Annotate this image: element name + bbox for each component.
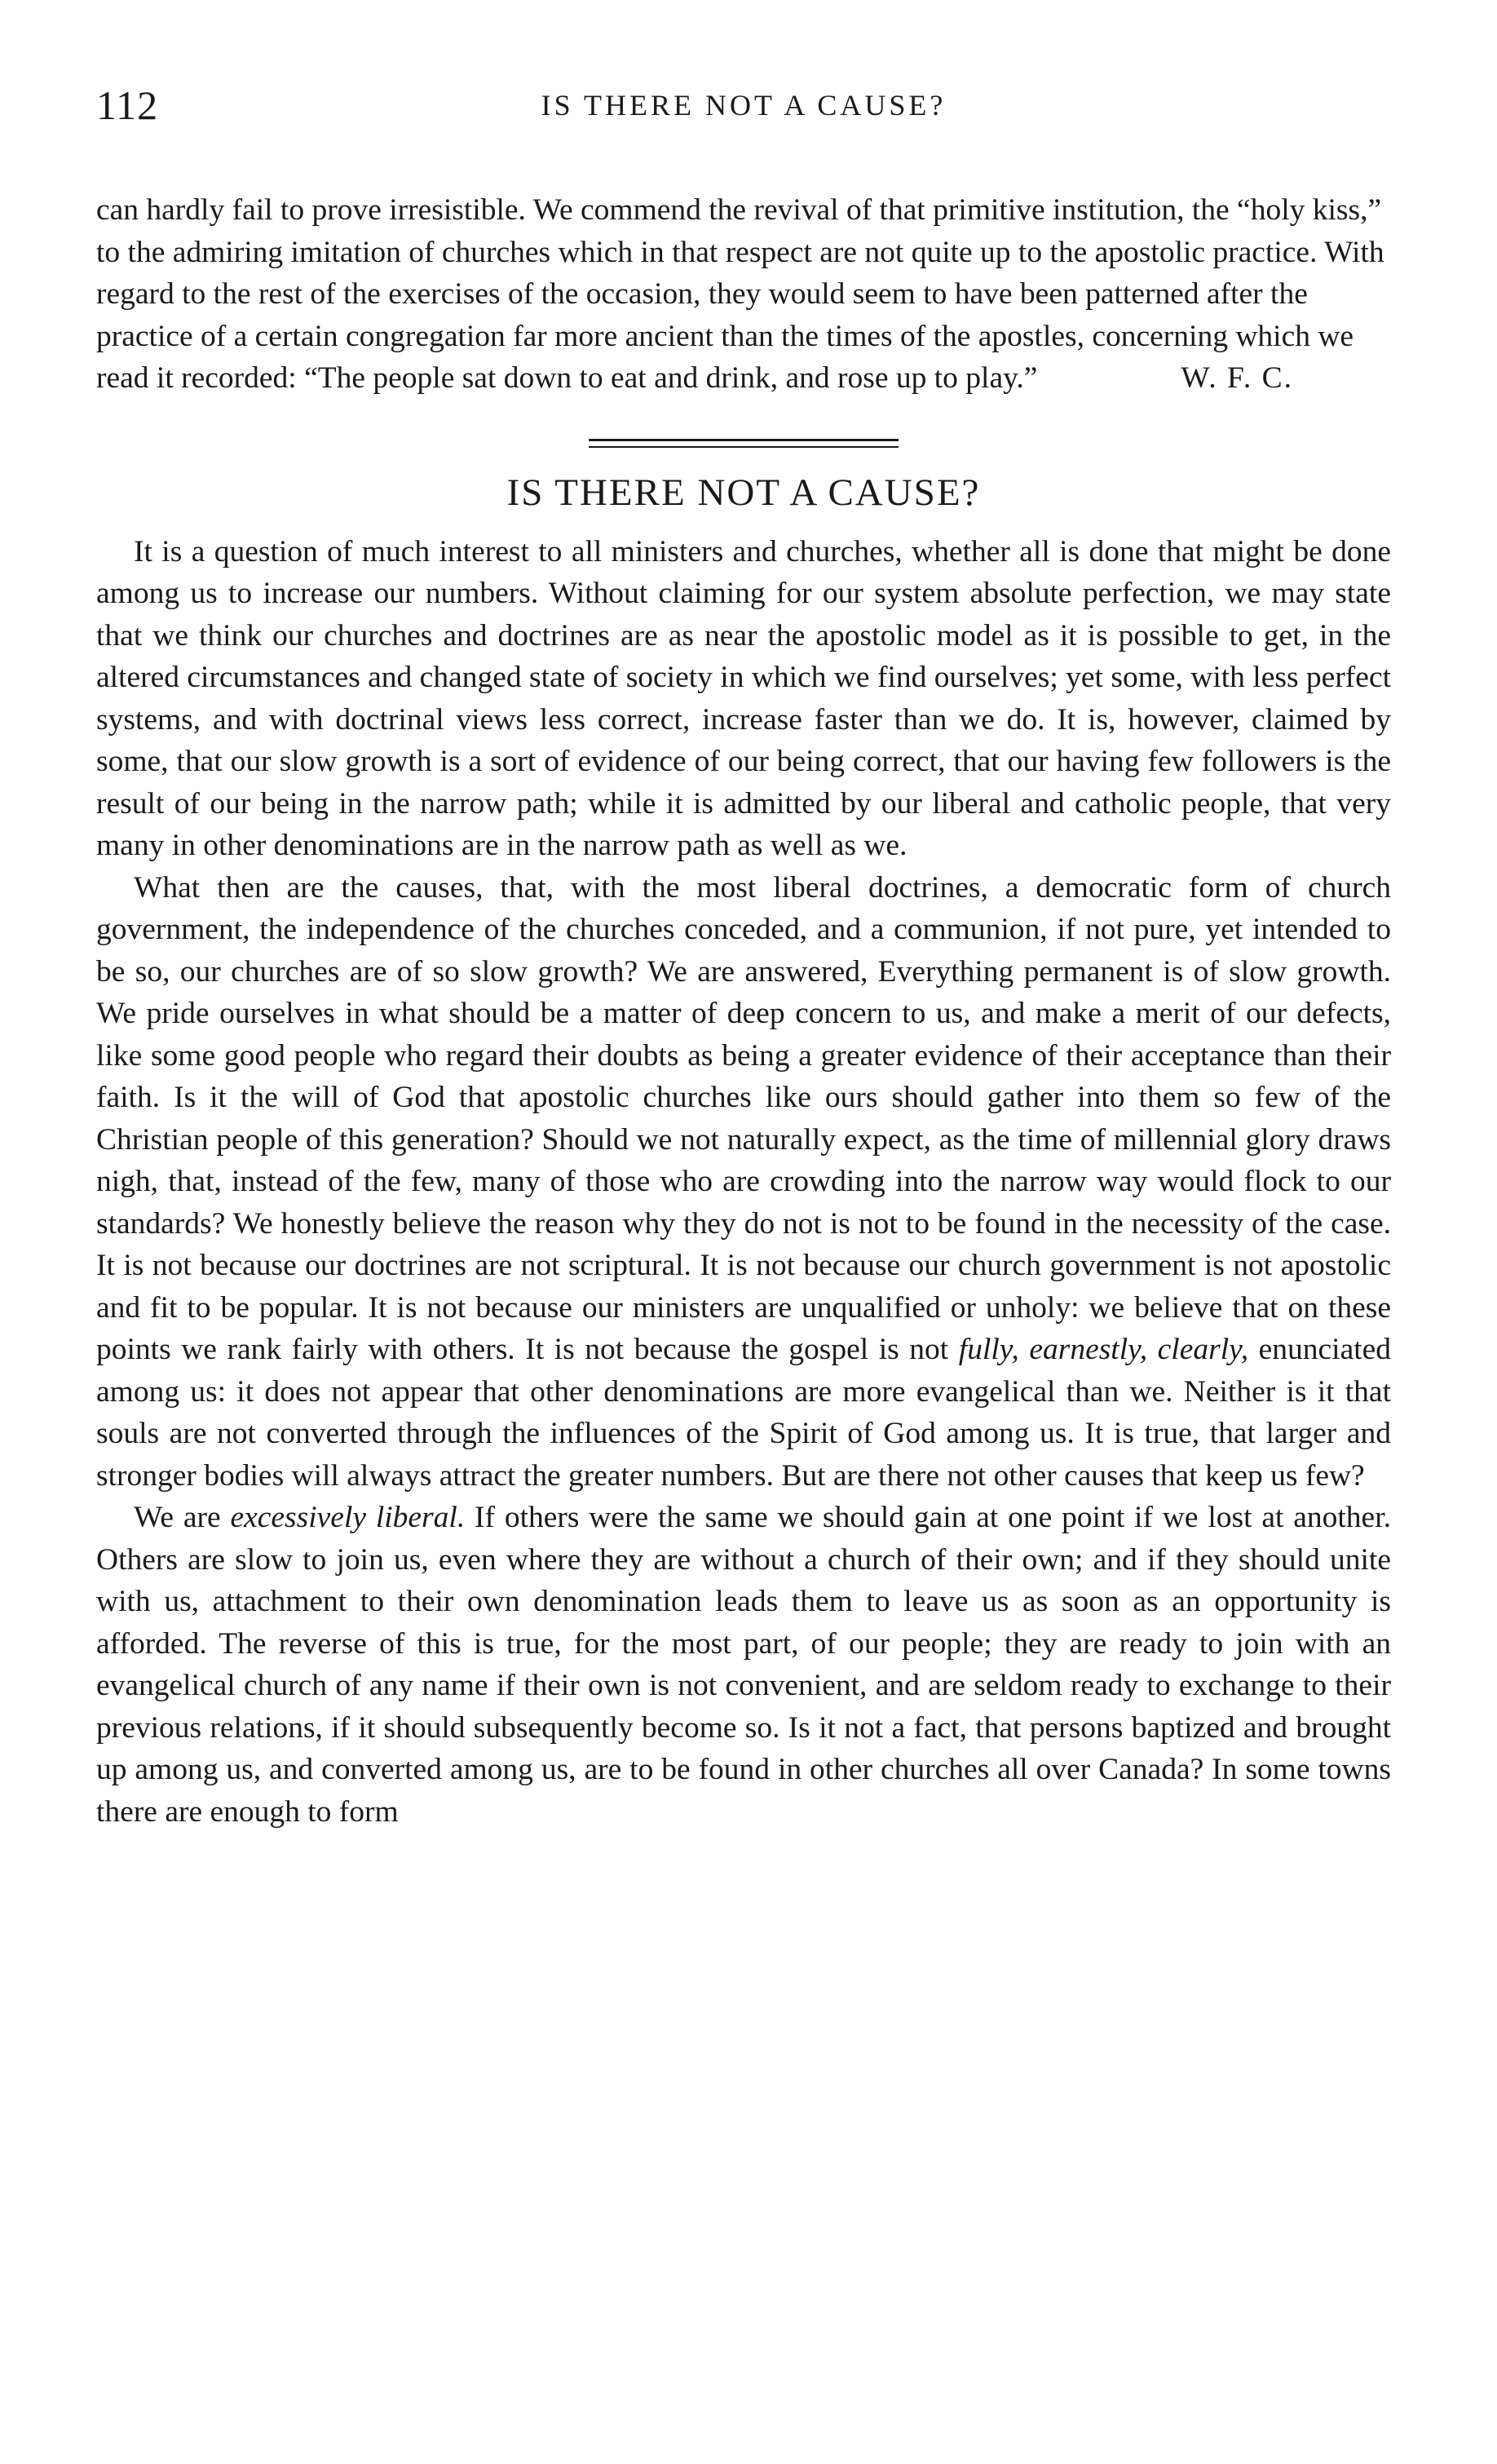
page-number: 112 — [96, 82, 159, 128]
emphasis-excessively-liberal: excessively liberal. — [230, 1501, 466, 1534]
article-paragraph-2 — [96, 867, 1391, 1497]
section-divider — [589, 439, 899, 448]
article-paragraph-1: It is a question of much interest to all ministers and churches, whether all is done that might be done among us to increase our numbers. Without claiming for our system absolute perfection, we may state that we think our churches and doctrines are as near the apostolic model as it is possible to get, in the altered circumstances and changed state of society in which we find ourselves; yet some, with less perfect systems, and with doctrinal views less correct, increase faster than we do. It is, however, claimed by some, that our slow growth is a sort of evidence of our being correct, that our having few followers is the result of our being in the narrow path; while it is admitted by our liberal and catholic people, that very many in other denominations are in the narrow path as well as we. — [96, 534, 1392, 862]
emphasis-earnestly: earnestly, — [1029, 1333, 1148, 1366]
article-paragraph-3 — [96, 1497, 1391, 1833]
emphasis-clearly: clearly, — [1157, 1333, 1249, 1366]
running-head — [96, 82, 1391, 147]
paragraph-2-text-b: enunciated among us: it does not appear that other denominations are more evangelical than we. Neither is it that souls are not converted through the influences of the Spirit of God among us. It is true, that larger and stronger bodies will always attract the greater numbers. But are there not other causes that keep us few? — [96, 1333, 1392, 1493]
divider-rule-thin — [589, 446, 899, 448]
paragraph-2-text-a: What then are the causes, that, with the most liberal doctrines, a democratic form of church government, the independence of the churches conceded, and a communion, if not pure, yet intended to be so, our churches are of so slow growth? We are answered, Everything permanent is of slow growth. We pride ourselves in what should be a matter of deep concern to us, and make a merit of our defects, like some good people who regard their doubts as being a greater evidence of their acceptance than their faith. Is it the will of God that apostolic churches like ours should gather into them so few of the Christian people of this generation? Should we not naturally expect, as the time of millennial glory draws nigh, that, instead of the few, many of those who are crowding into the narrow way would flock to our standards? We honestly believe the reason why they do not is not to be found in the necessity of the case. It is not because our doctrines are not scriptural. It is not because our church government is not apostolic and fit to be popular. It is not because our ministers are unqualified or unholy: we believe that on these points we rank fairly with others. It is not because the gospel is not — [96, 870, 1391, 1366]
running-title: IS THERE NOT A CAUSE? — [541, 89, 947, 122]
emphasis-fully: fully, — [958, 1333, 1019, 1366]
previous-article-text: can hardly fail to prove irresistible. We commend the revival of that primitive institution, the “holy kiss,” to the admiring imitation of churches which in that respect are not quite up to the apostolic practice. With regard to the rest of the exercises of the occasion, they would seem to have been patterned after the practice of a certain congregation far more ancient than the times of the apostles, concerning which we read it recorded: “The people sat down to eat and drink, and rose up to play.” — [96, 193, 1384, 395]
paragraph-3-text-a: We are — [134, 1501, 221, 1534]
author-signature: W. F. C. — [1181, 361, 1293, 395]
paragraph-3-text-b: If others were the same we should gain at one point if we lost at another. Others are slow to join us, even where they are without a church of their own; and if they should unite with us, attachment to their own denomination leads them to leave us as soon as an opportunity is afforded. The reverse of this is true, for the most part, of our people; they are ready to join with an evangelical church of any name if their own is not convenient, and are seldom ready to exchange to their previous relations, if it should subsequently become so. Is it not a fact, that persons baptized and brought up among us, and converted among us, are to be found in other churches all over Canada? In some towns there are enough to form — [96, 1501, 1391, 1829]
article-title: IS THERE NOT A CAUSE? — [506, 471, 981, 514]
book-page — [96, 82, 1391, 1833]
previous-article-ending — [96, 189, 1391, 400]
divider-rule-thick — [589, 439, 899, 441]
